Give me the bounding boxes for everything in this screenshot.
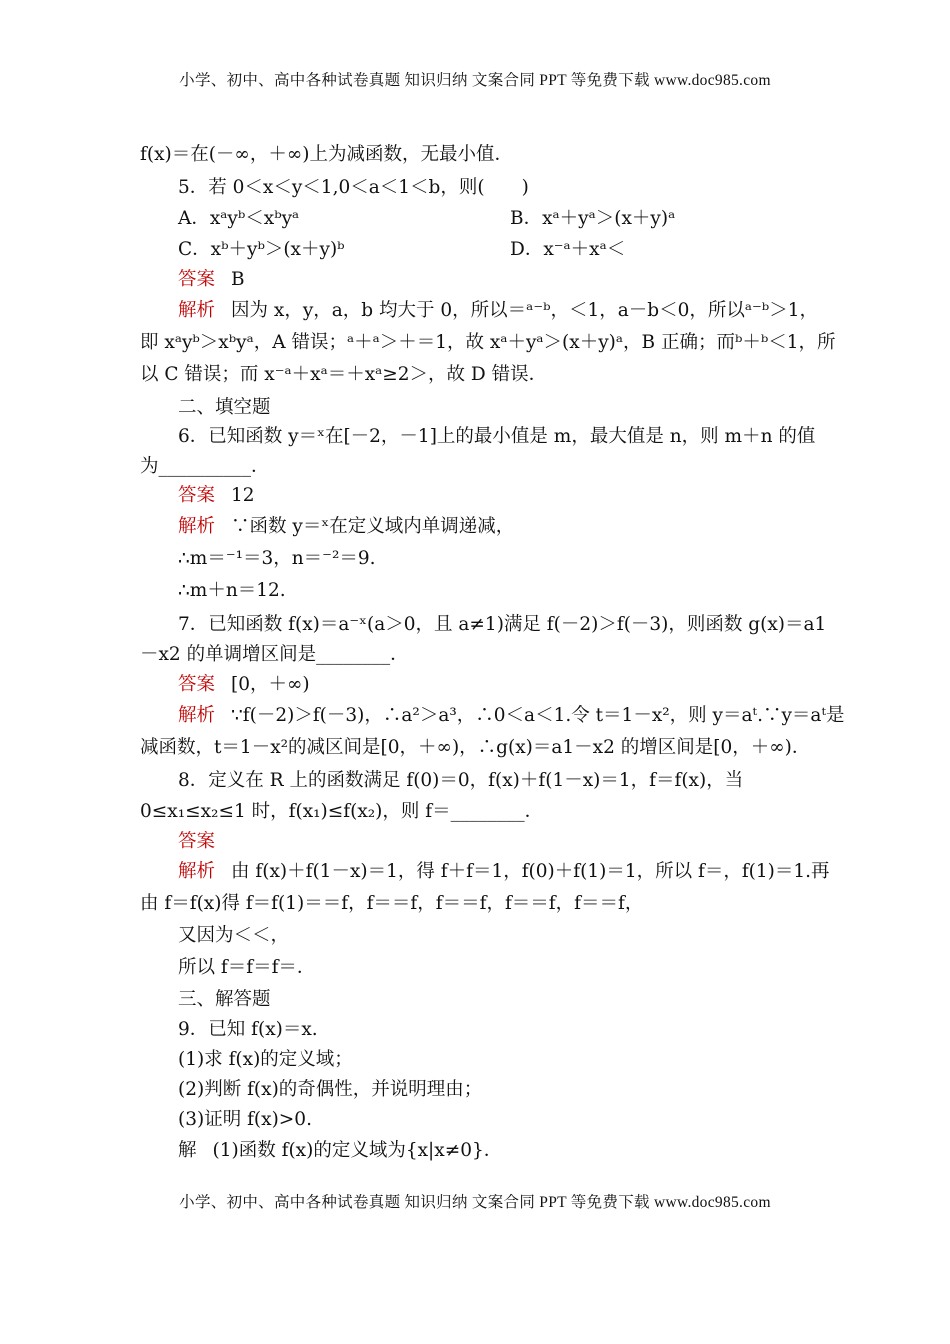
question-9-part-3: (3)证明 f(x)>0.: [178, 1109, 312, 1130]
question-7: 7．已知函数 f(x)＝a⁻ˣ(a＞0，且 a≠1)满足 f(－2)＞f(－3)，则函数 g(x)＝a1: [178, 614, 827, 635]
text-line: ∴m＋n＝12.: [178, 580, 286, 601]
answer-tag: 答案: [178, 269, 216, 290]
question-9-part-1: (1)求 f(x)的定义域；: [178, 1049, 353, 1070]
question-5: 5．若 0＜x＜y＜1,0＜a＜1＜b，则( ): [178, 177, 529, 198]
question-6: 6．已知函数 y＝ˣ在[－2，－1]上的最小值是 m，最大值是 n，则 m＋n 的值: [178, 426, 816, 447]
question-8: 8．定义在 R 上的函数满足 f(0)＝0，f(x)＋f(1－x)＝1，f＝f(x)，当: [178, 770, 744, 791]
answer-value: [0，＋∞): [231, 674, 310, 695]
solution-tag: 解: [178, 1140, 197, 1161]
answer-value: B: [231, 269, 245, 290]
option-a: A．xᵃyᵇ＜xᵇyᵃ: [178, 208, 300, 229]
analysis-text: 因为 x，y，a，b 均大于 0，所以＝ᵃ⁻ᵇ，＜1，a－b＜0，所以ᵃ⁻ᵇ＞1，: [231, 300, 818, 321]
answer-value: 12: [231, 485, 255, 506]
text-line: f(x)＝在(－∞，＋∞)上为减函数，无最小值．: [140, 144, 513, 165]
page-footer: 小学、初中、高中各种试卷真题 知识归纳 文案合同 PPT 等免费下载 www.doc985.com: [179, 1194, 771, 1211]
solution-text: (1)函数 f(x)的定义域为{x|x≠0}．: [212, 1140, 503, 1161]
text-line: 所以 f＝f＝f＝．: [178, 957, 316, 978]
text-line: 以 C 错误；而 x⁻ᵃ＋xᵃ＝＋xᵃ≥2＞，故 D 错误．: [140, 364, 548, 385]
text-line: 即 xᵃyᵇ＞xᵇyᵃ，A 错误；ᵃ＋ᵃ＞＋＝1，故 xᵃ＋yᵃ＞(x＋y)ᵃ，B 正确；而ᵇ＋ᵇ＜1，所: [140, 332, 836, 353]
analysis-line: [178, 860, 850, 884]
text-line: 减函数，t＝1－x²的减区间是[0，＋∞)，∴g(x)＝a1－x2 的增区间是[0，＋∞)．: [140, 737, 811, 758]
analysis-tag: 解析: [178, 516, 216, 537]
text-line: 为__________．: [140, 456, 270, 477]
analysis-text: 由 f(x)＋f(1－x)＝1，得 f＋f＝1，f(0)＋f(1)＝1，所以 f＝，f(1)＝1.再: [231, 861, 830, 882]
answer-tag: 答案: [178, 831, 216, 852]
analysis-tag: 解析: [178, 861, 216, 882]
text-line: 由 f＝f(x)得 f＝f(1)＝＝f，f＝＝f，f＝＝f，f＝＝f，f＝＝f，: [140, 893, 644, 914]
question-9-part-2: (2)判断 f(x)的奇偶性，并说明理由；: [178, 1079, 483, 1100]
section-heading: 三、解答题: [178, 989, 271, 1010]
analysis-tag: 解析: [178, 300, 216, 321]
analysis-text: ∵f(－2)＞f(－3)，∴a²＞a³，∴0＜a＜1.令 t＝1－x²，则 y＝aᵗ.∵y＝aᵗ是: [231, 705, 845, 726]
text-line: ∴m＝⁻¹＝3，n＝⁻²＝9.: [178, 548, 376, 569]
answer-line: [178, 268, 850, 292]
answer-line: [178, 673, 850, 697]
analysis-line: [178, 515, 850, 539]
analysis-line: [178, 704, 850, 728]
question-9: 9．已知 f(x)＝x.: [178, 1019, 318, 1040]
answer-line: [178, 830, 850, 854]
option-d: D．x⁻ᵃ＋xᵃ＜: [510, 239, 626, 260]
section-heading: 二、填空题: [178, 397, 271, 418]
answer-tag: 答案: [178, 674, 216, 695]
page-header: 小学、初中、高中各种试卷真题 知识归纳 文案合同 PPT 等免费下载 www.doc985.com: [179, 72, 771, 89]
answer-line: [178, 484, 850, 508]
text-line: 又因为＜＜，: [178, 925, 290, 946]
analysis-text: ∵函数 y＝ˣ在定义域内单调递减，: [231, 516, 515, 537]
solution-line: [178, 1139, 850, 1163]
answer-tag: 答案: [178, 485, 216, 506]
analysis-line: [178, 299, 850, 323]
text-line: 0≤x₁≤x₂≤1 时，f(x₁)≤f(x₂)，则 f＝________．: [140, 801, 544, 822]
option-c: C．xᵇ＋yᵇ＞(x＋y)ᵇ: [178, 239, 345, 260]
text-line: －x2 的单调增区间是________．: [140, 644, 409, 665]
analysis-tag: 解析: [178, 705, 216, 726]
option-b: B．xᵃ＋yᵃ＞(x＋y)ᵃ: [510, 208, 676, 229]
